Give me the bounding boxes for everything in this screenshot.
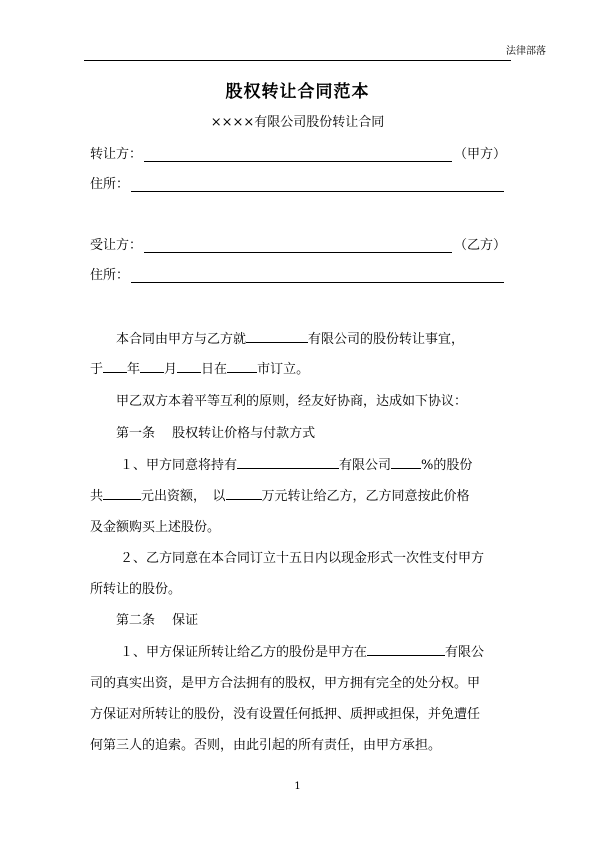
transferee-line [90, 233, 506, 253]
header-tag: 法律部落 [506, 46, 546, 57]
text-segment: %的股份 [421, 458, 473, 473]
page-number: 1 [294, 781, 301, 792]
text-segment: 日在 [201, 362, 228, 377]
article-1-clause-1-line2 [90, 485, 506, 505]
text-segment: 月 [164, 362, 178, 377]
transferor-suffix: （甲方） [453, 147, 506, 162]
text-segment: 有限公 [445, 645, 485, 660]
article-1-clause-1-line1 [90, 454, 506, 474]
transferor-label: 转让方： [90, 147, 143, 162]
article-2-clause-1-line3: 方保证对所转让的股份，没有设置任何抵押、质押或担保，并免遭任 [90, 707, 481, 722]
month-blank [140, 359, 164, 373]
document-title: 股权转让合同范本 [225, 82, 370, 102]
paragraph-intro-line1 [90, 328, 506, 348]
transferee-address-label: 住所： [90, 268, 130, 283]
article-1-heading: 第一条 股权转让价格与付款方式 [116, 426, 316, 441]
text-segment: 有限公司的股份转让事宜， [308, 332, 465, 347]
transferor-line [90, 142, 506, 162]
transferor-blank [144, 147, 452, 162]
company-blank [237, 455, 339, 469]
article-1-clause-1-line3: 及金额购买上述股份。 [90, 520, 221, 535]
price-blank [226, 486, 262, 500]
percent-blank [391, 455, 421, 469]
transferor-address-blank [131, 177, 504, 192]
text-segment: 本合同由甲方与乙方就 [116, 332, 247, 347]
transferor-address-line [90, 172, 506, 192]
text-segment: 于 [90, 362, 104, 377]
text-segment: 元出资额， 以 [141, 489, 226, 504]
transferee-blank [144, 238, 452, 253]
article-2-clause-1-line2: 司的真实出资，是甲方合法拥有的股权，甲方拥有完全的处分权。甲 [90, 676, 481, 691]
day-blank [177, 359, 201, 373]
text-segment: 有限公司 [339, 458, 392, 473]
text-segment: １、甲方同意将持有 [120, 458, 238, 473]
year-blank [103, 359, 127, 373]
text-segment: 年 [127, 362, 141, 377]
text-segment: 万元转让给乙方，乙方同意按此价格 [261, 489, 470, 504]
transferee-label: 受让方： [90, 238, 143, 253]
text-segment: 共 [90, 489, 104, 504]
article-1-clause-2-line1: ２、乙方同意在本合同订立十五日内以现金形式一次性支付甲方 [120, 551, 485, 566]
document-subtitle: ××××有限公司股份转让合同 [210, 115, 385, 130]
article-1-clause-2-line2: 所转让的股份。 [90, 582, 182, 597]
transferor-address-label: 住所： [90, 177, 130, 192]
text-segment: 市订立。 [257, 362, 310, 377]
company-blank [367, 642, 445, 656]
paragraph-intro-line2 [90, 358, 506, 378]
capital-blank [103, 486, 141, 500]
city-blank [227, 359, 257, 373]
transferee-address-line [90, 263, 506, 283]
article-2-heading: 第二条 保证 [116, 613, 199, 628]
text-segment: １、甲方保证所转让给乙方的股份是甲方在 [120, 645, 368, 660]
article-2-clause-1-line4: 何第三人的追索。否则，由此引起的所有责任，由甲方承担。 [90, 738, 442, 753]
company-blank [246, 329, 308, 343]
article-2-clause-1-line1 [90, 641, 506, 661]
paragraph-principle: 甲乙双方本着平等互利的原则，经友好协商，达成如下协议： [116, 394, 468, 409]
transferee-suffix: （乙方） [453, 238, 506, 253]
transferee-address-blank [131, 268, 504, 283]
header-rule [84, 60, 511, 61]
